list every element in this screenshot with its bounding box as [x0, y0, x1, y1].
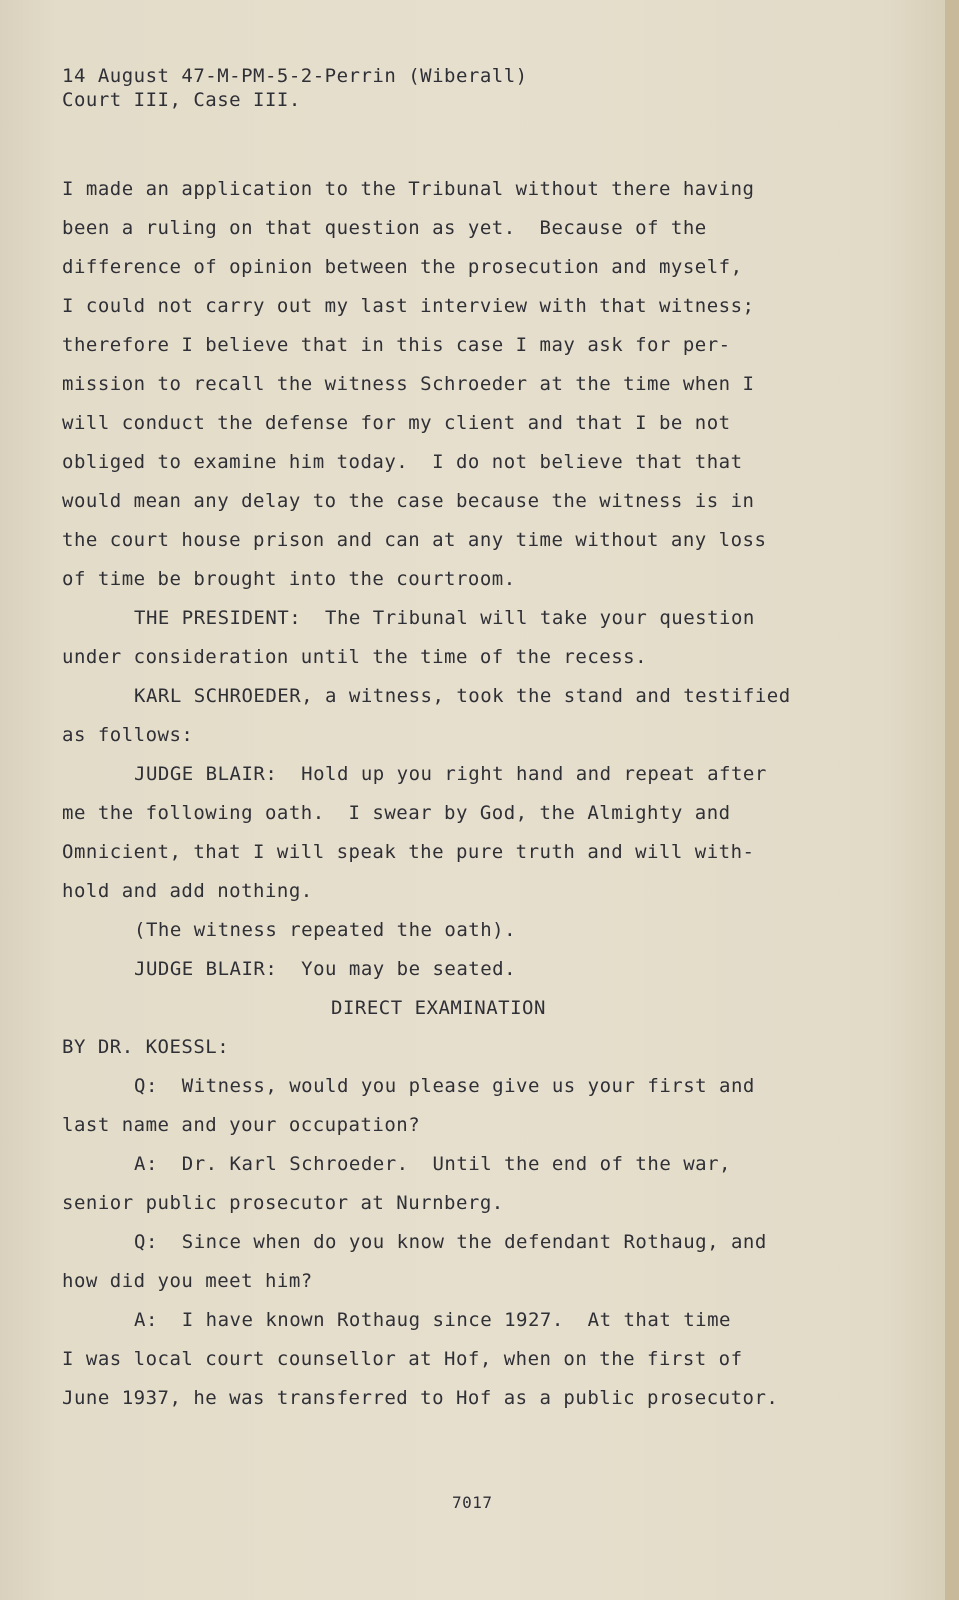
- transcript-line: of time be brought into the courtroom.: [62, 568, 516, 590]
- transcript-line: Q: Witness, would you please give us your first and: [134, 1075, 755, 1097]
- transcript-line: me the following oath. I swear by God, the Almighty and: [62, 802, 731, 824]
- transcript-line: hold and add nothing.: [62, 880, 313, 902]
- transcript-line: would mean any delay to the case because the witness is in: [62, 490, 755, 512]
- header-line-2: Court III, Case III.: [62, 89, 301, 111]
- transcript-line: A: Dr. Karl Schroeder. Until the end of the war,: [134, 1153, 731, 1175]
- transcript-line: DIRECT EXAMINATION: [331, 997, 546, 1019]
- transcript-line: KARL SCHROEDER, a witness, took the stand and testified: [134, 685, 791, 707]
- header-line-1: 14 August 47-M-PM-5-2-Perrin (Wiberall): [62, 65, 528, 87]
- transcript-line: the court house prison and can at any time without any loss: [62, 529, 767, 551]
- transcript-line: I was local court counsellor at Hof, when on the first of: [62, 1348, 743, 1370]
- transcript-line: JUDGE BLAIR: You may be seated.: [134, 958, 517, 980]
- transcript-line: JUDGE BLAIR: Hold up you right hand and repeat after: [134, 763, 767, 785]
- transcript-line: as follows:: [62, 724, 194, 746]
- transcript-line: I made an application to the Tribunal without there having: [62, 178, 755, 200]
- transcript-line: Q: Since when do you know the defendant Rothaug, and: [134, 1231, 767, 1253]
- transcript-line: obliged to examine him today. I do not believe that that: [62, 451, 743, 473]
- transcript-line: therefore I believe that in this case I may ask for per-: [62, 334, 731, 356]
- page-edge-strip: [945, 0, 959, 1600]
- transcript-line: Omnicient, that I will speak the pure truth and will with-: [62, 841, 755, 863]
- transcript-line: senior public prosecutor at Nurnberg.: [62, 1192, 504, 1214]
- page-number: 7017: [452, 1493, 493, 1512]
- transcript-line: (The witness repeated the oath).: [134, 919, 517, 941]
- transcript-line: mission to recall the witness Schroeder at the time when I: [62, 373, 755, 395]
- transcript-line: June 1937, he was transferred to Hof as a public prosecutor.: [62, 1387, 779, 1409]
- transcript-line: how did you meet him?: [62, 1270, 313, 1292]
- transcript-line: THE PRESIDENT: The Tribunal will take your question: [134, 607, 755, 629]
- transcript-line: BY DR. KOESSL:: [62, 1036, 230, 1058]
- document-header: [62, 64, 528, 112]
- transcript-line: been a ruling on that question as yet. Because of the: [62, 217, 707, 239]
- transcript-line: will conduct the defense for my client and that I be not: [62, 412, 731, 434]
- transcript-line: difference of opinion between the prosecution and myself,: [62, 256, 743, 278]
- transcript-line: I could not carry out my last interview with that witness;: [62, 295, 755, 317]
- transcript-line: under consideration until the time of the recess.: [62, 646, 648, 668]
- transcript-line: A: I have known Rothaug since 1927. At that time: [134, 1309, 731, 1331]
- transcript-body: [62, 170, 882, 1418]
- transcript-line: last name and your occupation?: [62, 1114, 421, 1136]
